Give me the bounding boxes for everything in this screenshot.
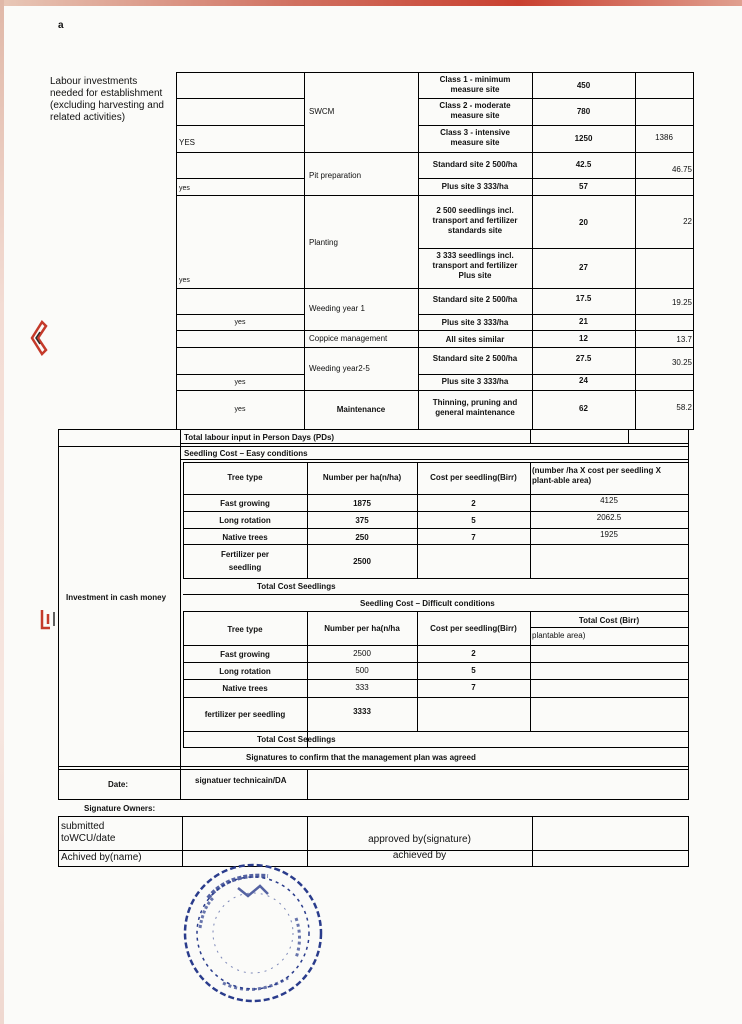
difficult-total-cost-label: Total Cost Seedlings [257,735,336,744]
difficult-header-number: Number per ha(n/ha [324,624,400,633]
easy-fertilizer-label: Fertilizer per seedling [220,550,269,572]
easy-row-type: Fast growing [220,499,270,508]
maintenance-value2: 58.2 [676,403,692,412]
labour-title-line: related activities) [50,112,126,123]
difficult-row-number: 333 [355,683,369,692]
difficult-header-cost: Cost per seedling(Birr) [430,624,517,633]
easy-row-cost: 7 [471,533,476,542]
weeding2-label: Weeding year2-5 [309,364,370,373]
swcm-class2-value: 780 [576,107,591,116]
difficult-row-type: Long rotation [219,667,271,676]
weeding2-plus-label: Plus site 3 333/ha [441,377,509,386]
coppice-value: 12 [579,334,588,343]
binder-clip-mark-bottom [36,604,60,634]
difficult-conditions-title: Seedling Cost – Difficult conditions [360,599,495,608]
pit-plus-label: Plus site 3 333/ha [441,182,509,191]
labour-title-line: Labour investments [50,76,138,87]
difficult-row-cost: 2 [471,649,476,658]
binder-clip-mark-top [28,318,52,358]
weeding2-standard-label: Standard site 2 500/ha [432,354,518,363]
weeding1-standard-value: 17.5 [575,294,592,303]
weeding1-label: Weeding year 1 [309,304,365,313]
swcm-label: SWCM [309,107,335,116]
easy-header-total: (number /ha X cost per seedling X plant-able area) [532,466,661,485]
easy-header-number: Number per ha(n/ha) [322,473,402,482]
cash-investment-label: Investment in cash money [66,593,167,602]
weeding1-standard-value2: 19.25 [671,298,692,307]
planting-label: Planting [309,238,338,247]
easy-row-number: 250 [355,533,369,542]
easy-row-total: 2062.5 [596,513,622,522]
difficult-row-type: Native trees [222,684,268,693]
labour-title-line: (excluding harvesting and [50,100,164,111]
difficult-row-cost: 7 [471,683,476,692]
swcm-class3-label: Class 3 - intensive measure site [440,128,510,147]
easy-row-type: Native trees [222,533,268,542]
maintenance-description: Thinning, pruning and general maintenance [432,398,518,417]
easy-header-cost: Cost per seedling(Birr) [430,473,517,482]
signature-owners-label: Signature Owners: [84,804,156,813]
easy-row-cost: 2 [471,499,476,508]
easy-row-type: Long rotation [219,516,271,525]
technician-signature-label: signatuer technicain/DA [195,776,287,785]
maintenance-label: Maintenance [336,405,386,414]
submitted-label: submitted toWCU/date [61,821,116,844]
easy-row-number: 1875 [353,499,371,508]
difficult-row-type: Fast growing [220,650,270,659]
difficult-fertilizer-number: 3333 [353,707,371,716]
difficult-header-tree-type: Tree type [227,625,263,634]
achieved-by-label: achieved by [392,850,447,861]
date-label: Date: [108,780,129,789]
difficult-row-number: 2500 [353,649,371,658]
planting-yes: yes [179,277,190,284]
easy-total-cost-label: Total Cost Seedlings [257,582,336,591]
coppice-label: Coppice management [309,334,388,343]
difficult-row-number: 500 [355,666,369,675]
easy-fertilizer-number: 2500 [353,557,371,566]
swcm-yes: YES [179,138,196,147]
pit-label: Pit preparation [309,171,362,180]
weeding1-standard-label: Standard site 2 500/ha [432,295,518,304]
weeding2-yes: yes [234,379,246,386]
weeding2-standard-value: 27.5 [575,354,592,363]
easy-row-number: 375 [355,516,369,525]
difficult-header-total-sub: plantable area) [532,631,586,640]
weeding1-yes: yes [234,319,246,326]
difficult-fertilizer-label: fertilizer per seedling [204,710,286,719]
coppice-value2: 13.7 [676,335,692,344]
official-stamp [178,858,328,1008]
difficult-row-cost: 5 [471,666,476,675]
total-labour-label: Total labour input in Person Days (PDs) [184,433,335,442]
pit-yes: yes [179,185,190,192]
planting-standard-value2: 22 [683,217,692,226]
planting-plus-label: 3 333 seedlings incl. transport and fertilizer Plus site [432,251,518,280]
weeding2-plus-value: 24 [579,376,588,385]
maintenance-value: 62 [579,404,588,413]
achived-by-name-label: Achived by(name) [61,852,142,863]
easy-row-total: 4125 [600,496,618,505]
swcm-class3-value: 1250 [574,134,593,143]
coppice-sites-label: All sites similar [445,335,505,344]
maintenance-yes: yes [234,406,246,413]
page-top-edge [0,0,742,6]
labour-title-line: needed for establishment [50,88,163,99]
easy-header-tree-type: Tree type [227,473,263,482]
planting-standard-label: 2 500 seedlings incl. transport and fertilizer standards site [432,206,518,235]
page-left-edge [0,0,4,1024]
weeding1-plus-value: 21 [579,317,588,326]
pit-plus-value: 57 [579,182,588,191]
page-mark: a [58,20,64,31]
approved-by-label: approved by(signature) [368,834,471,845]
weeding2-standard-value2: 30.25 [671,358,692,367]
pit-standard-value: 42.5 [575,160,592,169]
easy-row-cost: 5 [471,516,476,525]
weeding1-plus-label: Plus site 3 333/ha [441,318,509,327]
labour-section-title [50,76,164,124]
pit-standard-label: Standard site 2 500/ha [432,160,518,169]
planting-plus-value: 27 [579,263,588,272]
swcm-class3-value2: 1386 [655,133,673,142]
swcm-class1-label: Class 1 - minimum measure site [439,75,511,94]
easy-conditions-title: Seedling Cost – Easy conditions [184,449,308,458]
difficult-header-total: Total Cost (Birr) [578,616,640,625]
planting-standard-value: 20 [579,218,588,227]
signatures-title: Signatures to confirm that the management plan was agreed [246,753,476,762]
swcm-class2-label: Class 2 - moderate measure site [439,101,511,120]
swcm-class1-value: 450 [576,81,591,90]
pit-standard-value2: 46.75 [671,165,692,174]
easy-row-total: 1925 [600,530,618,539]
